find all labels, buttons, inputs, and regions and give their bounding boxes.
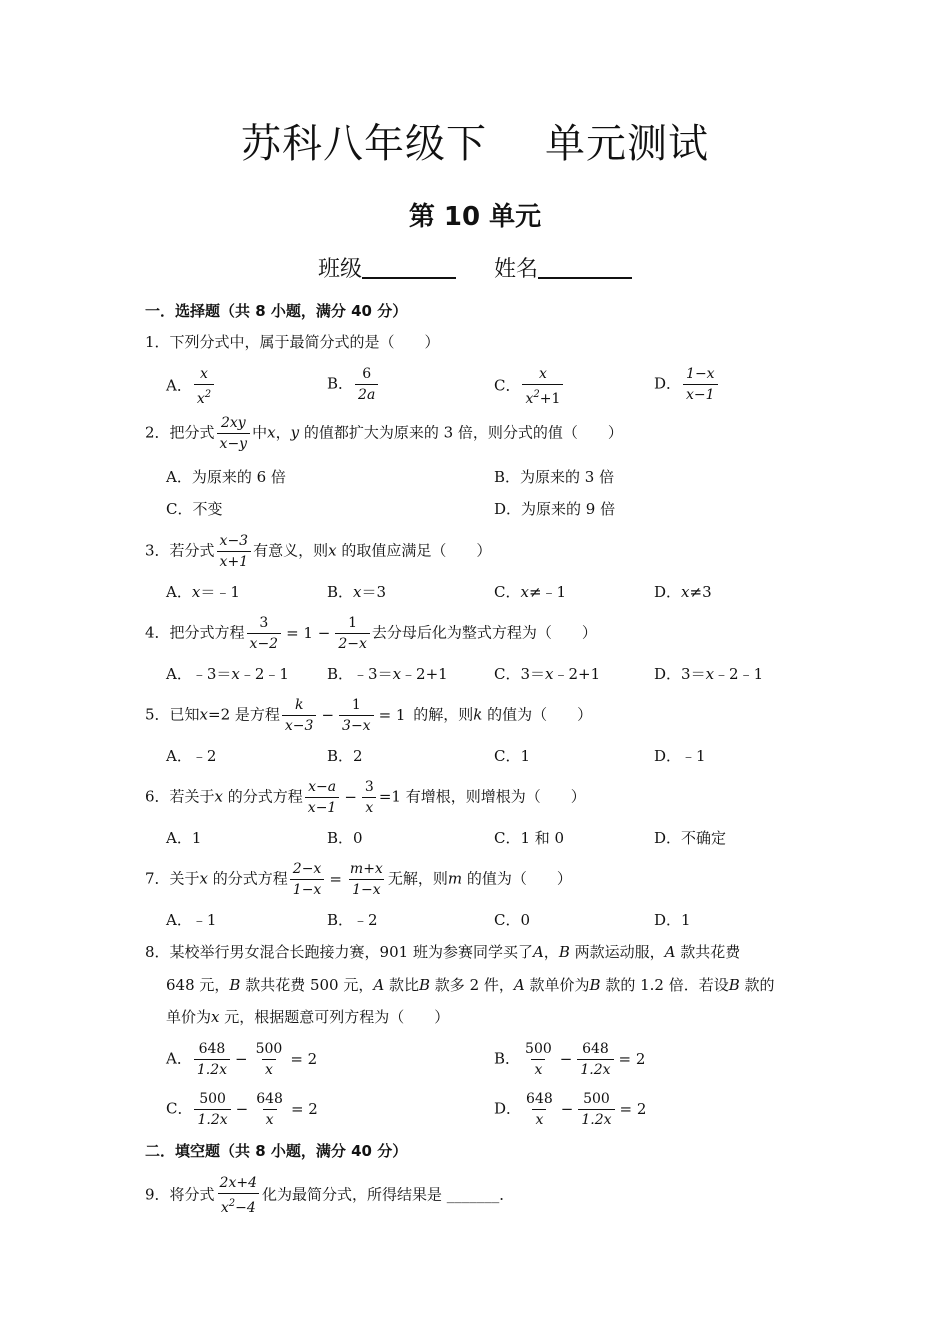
q2-option-c: C．不变 — [166, 500, 223, 518]
q3-option-d: D．x≠3 — [654, 583, 712, 601]
q3-option-c: C．x≠﹣1 — [494, 583, 567, 601]
question-1: 1．下列分式中，属于最简分式的是（ ） — [145, 333, 440, 351]
q5-option-c: C．1 — [494, 747, 531, 765]
q5-option-d: D．﹣1 — [654, 747, 706, 765]
q3-option-a: A．x＝﹣1 — [166, 583, 240, 601]
question-7: 7．关于x 的分式方程 $\frac{2-x}{1-x}$ = $\frac{m+x}{1-x}$ 无解，则m 的值为（ ） — [145, 861, 572, 898]
q3-option-b: B．x＝3 — [327, 583, 387, 601]
q4-option-d: D．3＝x﹣2﹣1 — [654, 665, 764, 683]
q8-option-c: C． $\frac{500}{1.2x}$ − $\frac{648}{x}$ = 2 — [166, 1091, 318, 1128]
q4-option-a: A．﹣3＝x﹣2﹣1 — [166, 665, 289, 683]
question-3: 3．若分式 $\frac{x-3}{x+1}$ 有意义，则x 的取值应满足（ ） — [145, 533, 492, 570]
q5-option-b: B．2 — [327, 747, 363, 765]
title-left: 苏科八年级下 — [241, 121, 487, 167]
q8-option-d: D． $\frac{648}{x}$ − $\frac{500}{1.2x}$ = 2 — [494, 1091, 647, 1128]
q4-option-c: C．3＝x﹣2+1 — [494, 665, 601, 683]
question-8-line-3: 单价为x 元，根据题意可列方程为（ ） — [166, 1008, 450, 1026]
q9-answer-blank[interactable]: _______ — [446, 1185, 500, 1204]
section-title-fill: 二．填空题（共 8 小题，满分 40 分） — [145, 1142, 408, 1160]
q7-option-a: A．﹣1 — [166, 911, 217, 929]
unit-title: 第 10 单元 — [408, 202, 542, 232]
q2-option-a: A．为原来的 6 倍 — [166, 468, 286, 486]
q6-option-a: A．1 — [166, 829, 202, 847]
class-blank[interactable] — [362, 255, 456, 279]
question-8-line-1: 8．某校举行男女混合长跑接力赛，901 班为参赛同学买了A，B 两款运动服，A 款共花费 — [145, 943, 741, 961]
q1-option-c: C． $\frac{x}{x^2+1}$ — [494, 365, 565, 408]
question-4: 4．把分式方程 $\frac{3}{x-2}$ = 1 − $\frac{1}{2-x}$ 去分母后化为整式方程为（ ） — [145, 615, 597, 652]
section-title-choice: 一．选择题（共 8 小题，满分 40 分） — [145, 302, 408, 320]
main-title — [0, 112, 950, 169]
q6-option-d: D．不确定 — [654, 829, 727, 847]
title-right: 单元测试 — [545, 121, 709, 167]
q4-option-b: B．﹣3＝x﹣2+1 — [327, 665, 448, 683]
q6-option-c: C．1 和 0 — [494, 829, 565, 847]
question-6: 6．若关于x 的分式方程 $\frac{x-a}{x-1}$ − $\frac{3}{x}$ =1 有增根，则增根为（ ） — [145, 779, 586, 816]
name-label: 姓名 — [494, 257, 539, 282]
q8-option-a: A． $\frac{648}{1.2x}$ − $\frac{500}{x}$ = 2 — [166, 1041, 318, 1078]
q7-option-c: C．0 — [494, 911, 531, 929]
q7-option-b: B．﹣2 — [327, 911, 378, 929]
question-2: 2．把分式 $\frac{2xy}{x-y}$ 中x，y 的值都扩大为原来的 3 倍，则分式的值（ ） — [145, 415, 623, 452]
name-blank[interactable] — [538, 255, 632, 279]
class-name-line — [0, 252, 950, 283]
q1-option-b: B． $\frac{6}{2a}$ — [327, 365, 380, 404]
question-5: 5．已知x=2 是方程 $\frac{k}{x-3}$ − $\frac{1}{3-x}$ = 1 的解，则k 的值为（ ） — [145, 697, 593, 734]
q5-option-a: A．﹣2 — [166, 747, 217, 765]
q1-option-a: A． $\frac{x}{x^2}$ — [166, 365, 216, 408]
class-label: 班级 — [317, 257, 362, 282]
q1-option-d: D． $\frac{1-x}{x-1}$ — [654, 365, 720, 404]
q6-option-b: B．0 — [327, 829, 363, 847]
question-8-line-2: 648 元，B 款共花费 500 元，A 款比B 款多 2 件，A 款单价为B 款的 1.2 倍．若设B 款的 — [166, 976, 775, 994]
q8-option-b: B． $\frac{500}{x}$ − $\frac{648}{1.2x}$ = 2 — [494, 1041, 646, 1078]
question-9: 9．将分式 $\frac{2x+4}{x^2-4}$ 化为最简分式，所得结果是 _______． — [145, 1175, 515, 1216]
q7-option-d: D．1 — [654, 911, 691, 929]
q2-option-d: D．为原来的 9 倍 — [494, 500, 616, 518]
q2-option-b: B．为原来的 3 倍 — [494, 468, 615, 486]
